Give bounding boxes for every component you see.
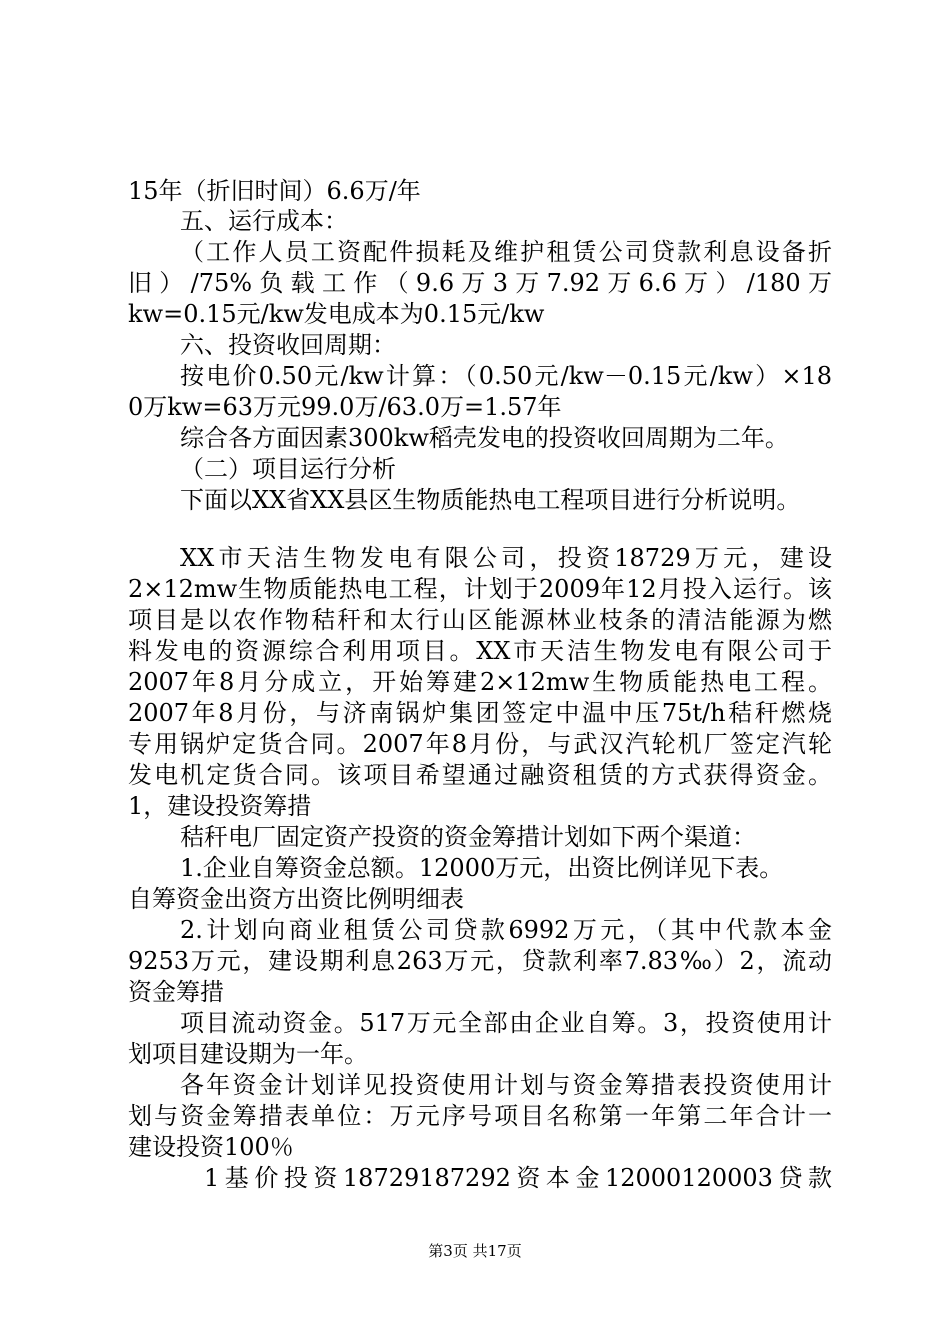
text-line: 发电机定货合同。该项目希望通过融资租赁的方式获得资金。 bbox=[128, 761, 832, 789]
text-line: 下面以XX省XX县区生物质能热电工程项目进行分析说明。 bbox=[180, 486, 801, 514]
text-line: 2007年8月分成立，开始筹建2×12mw生物质能热电工程。 bbox=[128, 668, 832, 696]
text-line: 旧）/75%负载工作（9.6万3万7.92万6.6万）/180万 bbox=[128, 269, 832, 297]
text-line: XX市天洁生物发电有限公司，投资18729万元，建设 bbox=[180, 544, 832, 572]
text-line: 1.企业自筹资金总额。12000万元，出资比例详见下表。 bbox=[180, 854, 784, 882]
text-line: 项目是以农作物秸秆和太行山区能源林业枝条的清洁能源为燃 bbox=[128, 606, 832, 634]
text-line: 秸秆电厂固定资产投资的资金筹措计划如下两个渠道： bbox=[180, 823, 756, 851]
text-line: 资金筹措 bbox=[128, 978, 224, 1006]
text-line: 综合各方面因素300kw稻壳发电的投资收回周期为二年。 bbox=[180, 424, 789, 452]
text-line: 2×12mw生物质能热电工程，计划于2009年12月投入运行。该 bbox=[128, 575, 832, 603]
text-line: 2007年8月份，与济南锅炉集团签定中温中压75t/h秸秆燃烧 bbox=[128, 699, 832, 727]
text-line: 1基价投资18729187292资本金12000120003贷款 bbox=[204, 1164, 832, 1192]
text-line: 建设投资100％ bbox=[128, 1133, 294, 1161]
page-footer: 第3页 共17页 bbox=[428, 1242, 522, 1260]
text-line: （工作人员工资配件损耗及维护租赁公司贷款利息设备折 bbox=[180, 238, 832, 266]
text-line: 各年资金计划详见投资使用计划与资金筹措表投资使用计 bbox=[180, 1071, 832, 1099]
text-line: 按电价0.50元/kw计算：（0.50元/kw－0.15元/kw）×18 bbox=[180, 362, 832, 390]
text-line: 项目流动资金。517万元全部由企业自筹。3，投资使用计 bbox=[180, 1009, 832, 1037]
text-line: 0万kw=63万元99.0万/63.0万=1.57年 bbox=[128, 393, 562, 421]
section-heading: （二）项目运行分析 bbox=[180, 455, 396, 483]
text-line: 自筹资金出资方出资比例明细表 bbox=[128, 885, 464, 913]
text-line: 9253万元，建设期利息263万元，贷款利率7.83‰）2，流动 bbox=[128, 947, 832, 975]
text-line: 15年（折旧时间）6.6万/年 bbox=[128, 177, 421, 205]
text-line: 专用锅炉定货合同。2007年8月份，与武汉汽轮机厂签定汽轮 bbox=[128, 730, 832, 758]
text-line: 划与资金筹措表单位：万元序号项目名称第一年第二年合计一 bbox=[128, 1102, 832, 1130]
text-line: 料发电的资源综合利用项目。XX市天洁生物发电有限公司于 bbox=[128, 637, 832, 665]
section-heading: 六、投资收回周期： bbox=[180, 331, 396, 359]
section-heading: 五、运行成本： bbox=[180, 207, 348, 235]
text-line: 2.计划向商业租赁公司贷款6992万元，（其中代款本金 bbox=[180, 916, 832, 944]
text-line: kw=0.15元/kw发电成本为0.15元/kw bbox=[128, 300, 545, 328]
section-heading: 1，建设投资筹措 bbox=[128, 792, 312, 820]
text-line: 划项目建设期为一年。 bbox=[128, 1040, 368, 1068]
